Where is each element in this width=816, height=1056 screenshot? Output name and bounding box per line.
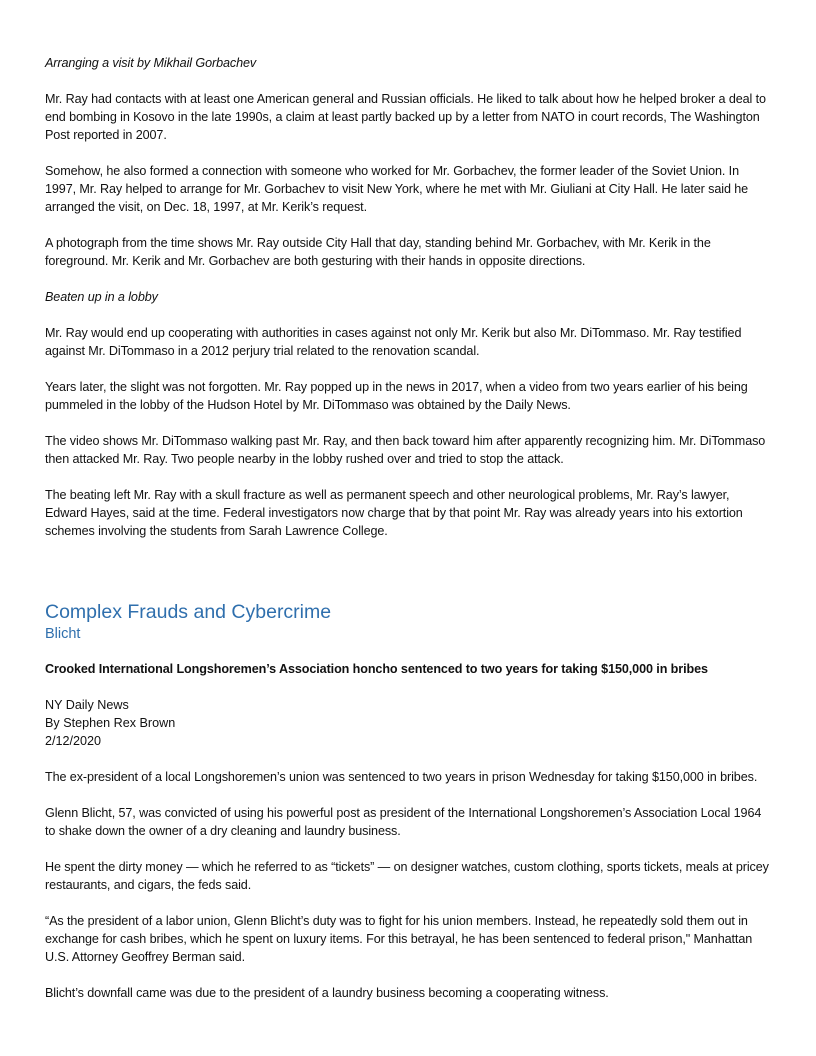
- article-headline: Crooked International Longshoremen’s Association honcho sentenced to two years for taking $150,000 in bribes: [45, 662, 708, 676]
- paragraph: He spent the dirty money — which he referred to as “tickets” — on designer watches, custom clothing, sports tickets, meals at pricey restaurants, and cigars, the feds said.: [45, 860, 769, 892]
- paragraph: Years later, the slight was not forgotten. Mr. Ray popped up in the news in 2017, when a video from two years earlier of his being pummeled in the lobby of the Hudson Hotel by Mr. DiTommaso was obtained by the Daily News.: [45, 380, 748, 412]
- paragraph: The video shows Mr. DiTommaso walking past Mr. Ray, and then back toward him after apparently recognizing him. Mr. DiTommaso then attacked Mr. Ray. Two people nearby in the lobby rushed over and tried to stop the attack.: [45, 434, 766, 466]
- subheading-beaten-up: Beaten up in a lobby: [45, 290, 158, 304]
- subheading-gorbachev-visit: Arranging a visit by Mikhail Gorbachev: [45, 56, 257, 70]
- paragraph: Mr. Ray had contacts with at least one American general and Russian officials. He liked to talk about how he helped broker a deal to end bombing in Kosovo in the late 1990s, a claim at least partly backed up by a letter from NATO in court records, The Washington Post reported in 2007.: [45, 92, 766, 142]
- article-byline: By Stephen Rex Brown: [45, 716, 176, 730]
- article-date: 2/12/2020: [45, 734, 102, 748]
- paragraph: Mr. Ray would end up cooperating with authorities in cases against not only Mr. Kerik but also Mr. DiTommaso. Mr. Ray testified against Mr. DiTommaso in a 2012 perjury trial related to the renovation scandal.: [45, 326, 742, 358]
- paragraph: “As the president of a labor union, Glenn Blicht’s duty was to fight for his union members. Instead, he repeatedly sold them out in exchange for cash bribes, which he spent on luxury items. For this betrayal, he has been sentenced to federal prison," Manhattan U.S. Attorney Geoffrey Berman said.: [45, 914, 753, 964]
- article-meta: [45, 696, 772, 750]
- section-subtitle: Blicht: [45, 626, 81, 642]
- paragraph: Glenn Blicht, 57, was convicted of using his powerful post as president of the International Longshoremen’s Association Local 1964 to shake down the owner of a dry cleaning and laundry business.: [45, 806, 762, 838]
- article-source: NY Daily News: [45, 698, 129, 712]
- paragraph: The beating left Mr. Ray with a skull fracture as well as permanent speech and other neurological problems, Mr. Ray’s lawyer, Edward Hayes, said at the time. Federal investigators now charge that by that point Mr. Ray was already years into his extortion schemes involving the students from Sarah Lawrence College.: [45, 488, 743, 538]
- paragraph: Somehow, he also formed a connection with someone who worked for Mr. Gorbachev, the former leader of the Soviet Union. In 1997, Mr. Ray helped to arrange for Mr. Gorbachev to visit New York, where he met with Mr. Giuliani at City Hall. He later said he arranged the visit, on Dec. 18, 1997, at Mr. Kerik’s request.: [45, 164, 749, 214]
- section-title: Complex Frauds and Cybercrime: [45, 601, 332, 623]
- section-spacer: [45, 558, 772, 600]
- paragraph: Blicht’s downfall came was due to the president of a laundry business becoming a cooperating witness.: [45, 986, 609, 1000]
- paragraph: The ex-president of a local Longshoremen’s union was sentenced to two years in prison Wednesday for taking $150,000 in bribes.: [45, 770, 758, 784]
- paragraph: A photograph from the time shows Mr. Ray outside City Hall that day, standing behind Mr. Gorbachev, with Mr. Kerik in the foreground. Mr. Kerik and Mr. Gorbachev are both gesturing with their hands in opposite directions.: [45, 236, 711, 268]
